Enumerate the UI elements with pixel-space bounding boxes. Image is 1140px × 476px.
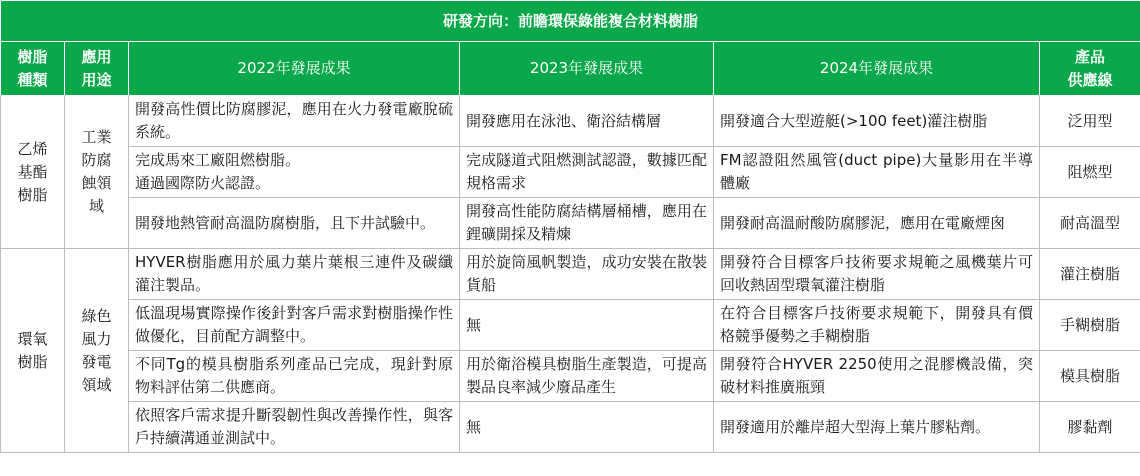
result-2024-cell: 開發適用於離岸超大型海上葉片膠粘劑。	[714, 402, 1040, 453]
result-2024-cell: 開發耐高溫耐酸防腐膠泥，應用在電廠煙囪	[714, 198, 1040, 249]
product-line-cell: 灌注樹脂	[1040, 249, 1140, 300]
result-2023-cell: 無	[460, 402, 714, 453]
result-2023-cell: 完成隧道式阻燃測試認證，數據匹配規格需求	[460, 147, 714, 198]
header-resin-type: 樹脂 種類	[1, 42, 65, 96]
result-2022-cell: 不同Tg的模具樹脂系列產品已完成，現針對原物料評估第二供應商。	[129, 351, 460, 402]
table-row	[1, 249, 1140, 300]
header-2024: 2024年發展成果	[714, 42, 1040, 96]
result-2022-cell: HYVER樹脂應用於風力葉片葉根三連件及碳纖灌注製品。	[129, 249, 460, 300]
resin-type-cell: 環氧 樹脂	[1, 249, 65, 453]
header-2022: 2022年發展成果	[129, 42, 460, 96]
product-line-cell: 耐高溫型	[1040, 198, 1140, 249]
product-line-cell: 模具樹脂	[1040, 351, 1140, 402]
application-cell: 工業 防腐 蝕領 域	[65, 96, 129, 249]
result-2024-cell: FM認證阻然風管(duct pipe)大量影用在半導體廠	[714, 147, 1040, 198]
table-row	[1, 402, 1140, 453]
resin-type-cell: 乙烯 基酯 樹脂	[1, 96, 65, 249]
table-row	[1, 96, 1140, 147]
result-2024-cell: 開發符合目標客戶技術要求規範之風機葉片可回收熱固型環氧灌注樹脂	[714, 249, 1040, 300]
table-row	[1, 198, 1140, 249]
result-2022-cell: 開發高性價比防腐膠泥，應用在火力發電廠脫硫系統。	[129, 96, 460, 147]
result-2023-cell: 開發高性能防腐結構層桶槽，應用在鋰礦開採及精煉	[460, 198, 714, 249]
header-application: 應用 用途	[65, 42, 129, 96]
result-2024-cell: 開發符合HYVER 2250使用之混膠機設備，突破材料推廣瓶頸	[714, 351, 1040, 402]
product-line-cell: 手糊樹脂	[1040, 300, 1140, 351]
result-2024-cell: 在符合目標客戶技術要求規範下，開發具有價格競爭優勢之手糊樹脂	[714, 300, 1040, 351]
result-2022-cell: 開發地熱管耐高溫防腐樹脂，且下井試驗中。	[129, 198, 460, 249]
result-2023-cell: 開發應用在泳池、衛浴結構層	[460, 96, 714, 147]
application-cell: 綠色 風力 發電 領域	[65, 249, 129, 453]
product-line-cell: 膠黏劑	[1040, 402, 1140, 453]
result-2022-cell: 依照客戶需求提升斷裂韌性與改善操作性，與客戶持續溝通並測試中。	[129, 402, 460, 453]
table-row	[1, 351, 1140, 402]
result-2022-cell: 低溫現場實際操作後針對客戶需求對樹脂操作性做優化，目前配方調整中。	[129, 300, 460, 351]
result-2024-cell: 開發適合大型遊艇(>100 feet)灌注樹脂	[714, 96, 1040, 147]
header-2023: 2023年發展成果	[460, 42, 714, 96]
product-line-cell: 泛用型	[1040, 96, 1140, 147]
product-line-cell: 阻燃型	[1040, 147, 1140, 198]
result-2023-cell: 用於衛浴模具樹脂生產製造，可提高製品良率減少廢品產生	[460, 351, 714, 402]
result-2022-cell: 完成馬來工廠阻燃樹脂。 通過國際防火認證。	[129, 147, 460, 198]
header-product-line: 產品 供應線	[1040, 42, 1140, 96]
table-title: 研發方向：前瞻環保綠能複合材料樹脂	[1, 1, 1140, 42]
table-row	[1, 147, 1140, 198]
result-2023-cell: 用於旋筒風帆製造，成功安裝在散裝貨船	[460, 249, 714, 300]
result-2023-cell: 無	[460, 300, 714, 351]
table-row	[1, 300, 1140, 351]
